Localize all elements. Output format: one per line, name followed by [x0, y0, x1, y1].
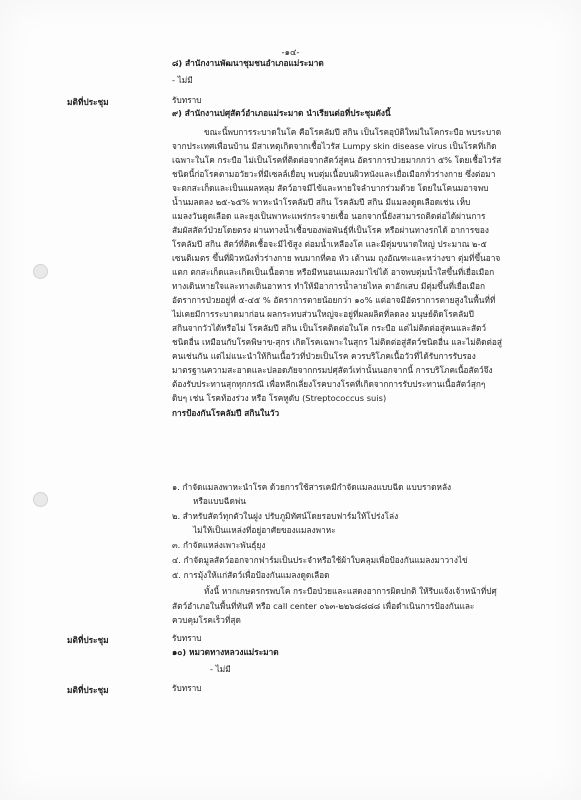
- text-line: เซนติเมตร ขึ้นที่ผิวหนังทั่วร่างกาย พบมากที่คอ หัว เต้านม ถุงอัณฑะและหว่างขา ตุ่มที่ขึ้นอาจ: [172, 253, 501, 263]
- text-line: หรือแบบฉีดพ่น: [193, 496, 246, 506]
- text-line: ดิบๆ เช่น โรคท้องร่วง หรือ โรคหูดับ (Streptococcus suis): [172, 393, 387, 403]
- text-line: ๔. กำจัดมูลสัตว์ออกจากฟาร์มเป็นประจำหรือใช้ผ้าใบคลุมเพื่อป้องกันแมลงมาวางไข่: [172, 555, 468, 565]
- text-line: ๒. สำหรับสัตว์ทุกตัวในฝูง ปรับภูมิทัศน์โดยรอบฟาร์มให้โปร่งโล่ง: [172, 511, 399, 521]
- resolution-label: มติที่ประชุม: [67, 685, 109, 695]
- text-line: จากประเทศเพื่อนบ้าน มีสาเหตุเกิดจากเชื้อไวรัส Lumpy skin disease virus เป็นโรคที่เกิด: [172, 141, 497, 151]
- text-line: น้ำนมลดลง ๒๕-๖๕% พาหะนำโรคลัมปี สกิน โรคลัมปี สกิน มีแมลงดูดเลือดเช่น เห็บ: [172, 197, 471, 207]
- punch-hole: [33, 264, 48, 279]
- page-number: -๑๔-: [281, 48, 300, 58]
- text-line: ชนิดอื่น เหมือนกับโรคพิษาข-สุกร เกิดโรคเฉพาะในสุกร ไม่ติดต่อสู่สัตว์ชนิดอื่น และไม่ติดต่อสู่: [172, 337, 502, 347]
- text-line: แตก ตกสะเก็ดและเกิดเป็นเนื้อตาย หรือมีหนอนแมลงมาไข่ได้ อาจพบตุ่มน้ำใสขึ้นที่เยื่อเมือก: [172, 267, 495, 277]
- text-line: ทางเดินหายใจและทางเดินอาหาร ทำให้มีอาการน้ำลายไหล ตาอักเสบ มีตุ่มขึ้นที่เยื่อเมือก: [172, 281, 485, 291]
- text-line: ๕. การมุ้งให้แก่สัตว์เพื่อป้องกันแมลงดูดเลือด: [172, 570, 330, 580]
- text-line: - ไม่มี: [210, 664, 231, 674]
- text-line: ต้องรับประทานสุกทุกกรณี เพื่อหลีกเลี่ยงโรคบางโรคที่เกิดจากการรับประทานเนื้อสัตว์สุกๆ: [172, 379, 486, 389]
- text-line: รับทราบ: [172, 633, 202, 643]
- text-line: การป้องกันโรคลัมปี สกินในวัว: [172, 408, 280, 418]
- text-line: ๑. กำจัดแมลงพาหะนำโรค ด้วยการใช้สารเคมีกำจัดแมลงแบบฉีด แบบราดหลัง: [172, 482, 452, 492]
- text-line: คนเช่นกัน แต่ไม่แนะนำให้กินเนื้อวัวที่ป่วยเป็นโรค ควรบริโภคเนื้อวัวที่ได้รับการรับรอง: [172, 351, 476, 361]
- text-line: สัมผัสสัตว์ป่วยโดยตรง ผ่านทางน้ำเชื้อของพ่อพันธุ์ที่เป็นโรค หรือผ่านทางรกได้ อาการของ: [172, 225, 489, 235]
- text-line: สกินจากวัวได้หรือไม่ โรคลัมปี สกิน เป็นโรคติดต่อในโค กระบือ แต่ไม่ติดต่อสู่คนและสัตว์: [172, 323, 487, 333]
- text-line: แมลงวันดูดเลือด และยุงเป็นพาหะแพร่กระจายเชื้อ นอกจากนี้ยังสามารถติดต่อได้ผ่านการ: [172, 211, 486, 221]
- text-line: เฉพาะในโค กระบือ ไม่เป็นโรคที่ติดต่อจากสัตว์สู่คน อัตราการป่วยมากกว่า ๕% โดยเชื้อไวรัส: [172, 155, 502, 165]
- text-line: รับทราบ: [172, 95, 202, 105]
- resolution-label: มติที่ประชุม: [67, 97, 109, 107]
- text-line: รับทราบ: [172, 683, 202, 693]
- text-line: - ไม่มี: [172, 75, 193, 85]
- text-line: ไม่ให้เป็นแหล่งที่อยู่อาศัยของแมลงพาหะ: [193, 525, 336, 535]
- text-line: ควบคุมโรคเร็วที่สุด: [172, 615, 241, 625]
- text-line: ๑๐) หมวดทางหลวงแม่ระมาด: [172, 647, 279, 657]
- punch-hole: [33, 492, 48, 507]
- text-line: อัตราการป่วยอยู่ที่ ๕-๔๕ % อัตราการตายน้อยกว่า ๑๐% แต่อาจมีอัตราการตายสูงในพื้นที่ที่: [172, 295, 496, 305]
- text-line: สัตว์อำเภอในพื้นที่ทันที หรือ call center ๐๖๓-๒๒๖๘๘๘๘ เพื่อดำเนินการป้องกันและ: [172, 601, 475, 611]
- resolution-label: มติที่ประชุม: [67, 635, 109, 645]
- text-line: ๓. กำจัดแหล่งเพาะพันธุ์ยุง: [172, 540, 266, 550]
- text-line: ทั้งนี้ หากเกษตรกรพบโค กระบือป่วยและแสดงอาการผิดปกติ ให้รีบแจ้งเจ้าหน้าที่ปศุ: [204, 586, 497, 596]
- text-line: ๙) สำนักงานปศุสัตว์อำเภอแม่ระมาด นำเรียนต่อที่ประชุมดังนี้: [172, 108, 391, 118]
- text-line: โรคลัมปี สกิน สัตว์ที่ติดเชื้อจะมีไข้สูง ต่อมน้ำเหลืองโต และมีตุ่มขนาดใหญ่ ประมาณ ๒-๕: [172, 239, 487, 249]
- text-line: ชนิดนี้ก่อโรคตามอวัยวะที่มีเซลล์เยื่อบุ พบตุ่มเนื้อบนผิวหนังและเยื่อเมือกทั่วร่างกาย ซึ่งต่อมา: [172, 169, 496, 179]
- text-line: มาตรฐานความสะอาดและปลอดภัยจากกรมปศุสัตว์เท่านั้นนอกจากนี้ การบริโภคเนื้อสัตว์จึง: [172, 365, 493, 375]
- text-line: ไม่เคยมีการระบาดมาก่อน ผลกระทบส่วนใหญ่จะอยู่ที่ผลผลิตที่ลดลง มนุษย์ติดโรคลัมปี: [172, 309, 474, 319]
- text-line: จะตกสะเก็ดและเป็นแผลหลุม สัตว์อาจมีไข้และหายใจลำบากร่วมด้วย โดยในโคนมอาจพบ: [172, 183, 489, 193]
- text-line: ขณะนี้พบการระบาดในโค คือโรคลัมปี สกิน เป็นโรคอุบัติใหม่ในโคกระบือ พบระบาด: [204, 127, 502, 137]
- text-line: ๘) สำนักงานพัฒนาชุมชนอำเภอแม่ระมาด: [172, 58, 324, 68]
